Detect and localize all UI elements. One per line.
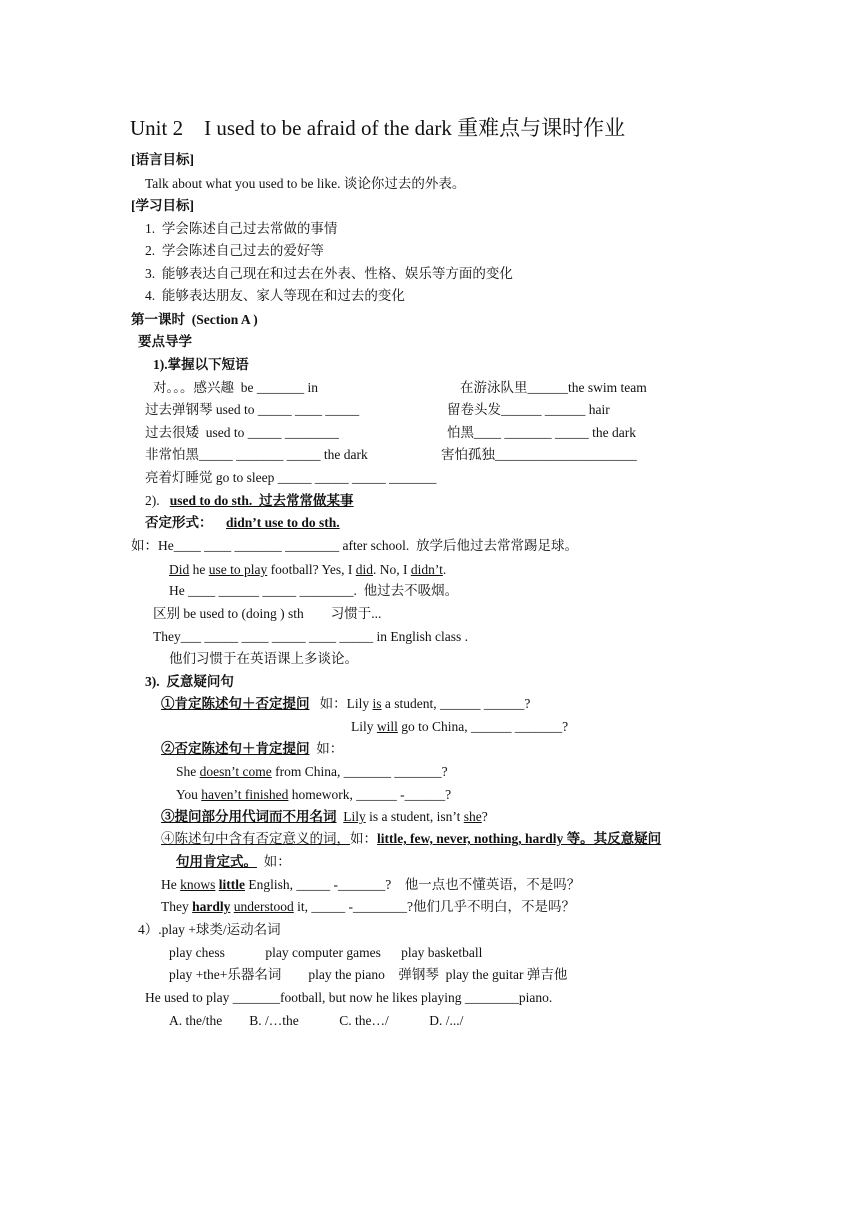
text-run: He [161,877,181,892]
text-run: English, _____ -_______? 他一点也不懂英语，不是吗？ [245,877,581,892]
phrase-item: 过去弹钢琴 used to _____ ____ _____ [145,402,360,417]
section-4-heading: 4）.play +球类/运动名词 [138,922,281,937]
example-sentence: He ____ ______ _____ ________. 他过去不吸烟。 [169,583,459,598]
text-run: 如： [257,854,291,869]
study-goal-item: 2. 学会陈述自己过去的爱好等 [145,243,324,258]
phrase-item: 对。。。感兴趣 be _______ in [153,380,318,395]
study-goal-item: 4. 能够表达朋友、家人等现在和过去的变化 [145,288,405,303]
exercise-options: A. the/the B. /…the C. the…/ D. /.../ [169,1013,464,1028]
negative-label: 否定形式： [145,515,213,530]
phrase-item: 在游泳队里______the swim team [460,380,647,395]
language-goal-text: Talk about what you used to be like. 谈论你过去的外表。 [145,176,466,191]
text-run: 如： [350,831,377,846]
used-to-rule: used to do sth. 过去常常做某事 [169,493,354,508]
phrase-item: 怕黑____ _______ _____ the dark [447,425,636,440]
underlined-word: little [218,877,246,892]
example-sentence [351,718,568,736]
text-run: . [442,562,447,577]
lesson-heading: 第一课时 (Section A ) [131,312,258,327]
phrase-line: play chess play computer games play basketball [169,945,483,960]
underlined-word: knows [180,877,216,892]
example-translation: 他们习惯于在英语课上多谈论。 [169,651,358,666]
section-2-number: 2). [145,493,160,508]
text-run: She [176,764,200,779]
text-run: ? [481,809,488,824]
exercise-question: He used to play _______football, but now he likes playing ________piano. [145,990,553,1005]
text-run: Lily [351,719,377,734]
underlined-word: hardly [192,899,231,914]
phrase-item: 害怕孤独_____________________ [441,447,637,462]
example-sentence [161,876,580,894]
study-goal-item: 3. 能够表达自己现在和过去在外表、性格、娱乐等方面的变化 [145,266,513,281]
negative-rule: didn’t use to do sth. [226,515,340,530]
phrase-item: 亮着灯睡觉 go to sleep _____ _____ _____ _______ [145,470,437,485]
text-run: 如： [309,741,344,756]
tag-question-rule-4-cont [176,853,291,871]
text-run: . No, I [373,562,411,577]
text-run: he [189,562,209,577]
text-run: it, _____ -________?他们几乎不明白，不是吗？ [293,899,576,914]
phrase-item: 过去很矮 used to _____ ________ [145,425,339,440]
underlined-word: doesn’t come [199,764,272,779]
text-run: go to China, ______ _______? [397,719,569,734]
rule-text: ③提问部分用代词而不用名词 [161,809,337,824]
text-run: from China, _______ _______? [271,764,448,779]
text-run: 如：Lily [309,696,373,711]
underlined-word: she [463,809,482,824]
section-3-heading: 3). 反意疑问句 [145,674,234,689]
underlined-word: Lily [343,809,366,824]
example-sentence: They___ _____ ____ _____ ____ _____ in English class . [153,629,468,644]
text-run: They [161,899,193,914]
underlined-word: use to play [208,562,268,577]
tag-question-rule-4 [161,830,661,848]
tag-question-rule-1 [161,695,530,713]
text-run: You [176,787,202,802]
text-run: is a student, isn’t [365,809,464,824]
example-sentence [169,561,446,579]
phrase-line: play +the+乐器名词 play the piano 弹钢琴 play the guitar 弹吉他 [169,967,568,982]
rule-text: 句用肯定式。 [176,854,257,869]
section-2-rule [145,492,354,510]
study-goal-item: 1. 学会陈述自己过去常做的事情 [145,221,338,236]
example-sentence: 如：He____ ____ _______ ________ after school. 放学后他过去常常踢足球。 [131,538,578,553]
underlined-word: Did [169,562,190,577]
rule-text: ④陈述句中含有否定意义的词， [161,831,350,846]
phrase-item: 非常怕黑_____ _______ _____ the dark [145,447,368,462]
page-title: Unit 2 I used to be afraid of the dark 重难点与课时作业 [130,116,626,140]
text-run: a student, ______ ______? [381,696,531,711]
underlined-word: didn’t [410,562,443,577]
study-goal-heading: [学习目标] [131,198,194,213]
underlined-word: understood [233,899,294,914]
underlined-word: is [372,696,382,711]
section-1-heading: 1).掌握以下短语 [153,357,249,372]
rule-text: ②否定陈述句＋肯定提问 [161,741,310,756]
guide-heading: 要点导学 [138,334,192,349]
underlined-word: did [355,562,374,577]
rule-text: ①肯定陈述句＋否定提问 [161,696,310,711]
phrase-item: 留卷头发______ ______ hair [447,402,610,417]
underlined-word: will [376,719,398,734]
example-sentence [176,786,451,804]
example-sentence [176,763,448,781]
underlined-word: haven’t finished [201,787,289,802]
rule-text: little, few, never, nothing, hardly 等。其反意疑问 [377,831,662,846]
example-sentence [161,898,575,916]
tag-question-rule-3 [161,808,488,826]
language-goal-heading: [语言目标] [131,152,194,167]
difference-note: 区别 be used to (doing ) sth 习惯于... [153,606,382,621]
tag-question-rule-2 [161,740,343,758]
text-run: homework, ______ -______? [288,787,452,802]
negative-form [145,514,340,532]
text-run: football? Yes, I [267,562,356,577]
